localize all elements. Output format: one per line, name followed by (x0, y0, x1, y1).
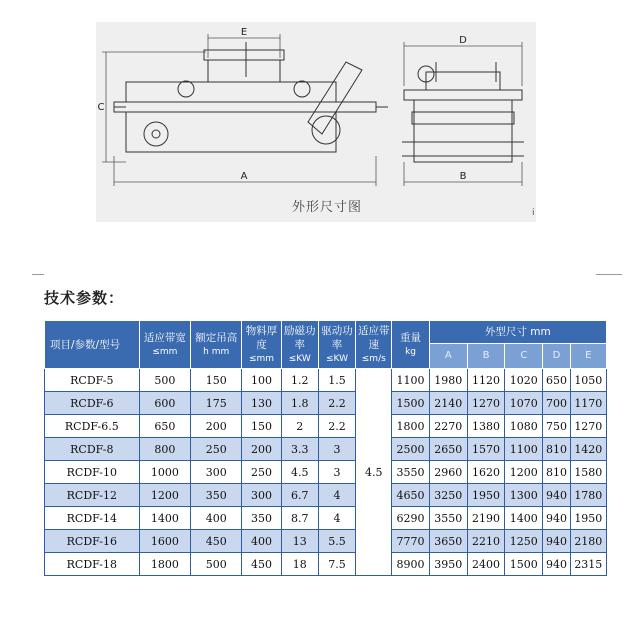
table-cell: 1.5 (318, 369, 355, 392)
table-cell: 1270 (570, 415, 606, 438)
table-cell: 4 (318, 507, 355, 530)
table-cell: 1300 (505, 484, 543, 507)
table-cell: 2315 (570, 553, 606, 576)
table-cell: 2400 (467, 553, 504, 576)
table-cell: 3950 (429, 553, 467, 576)
table-cell: 150 (242, 415, 281, 438)
table-cell: 5.5 (318, 530, 355, 553)
table-cell: 13 (281, 530, 318, 553)
table-cell: 175 (191, 392, 242, 415)
dim-label-a: A (240, 171, 248, 182)
table-cell: 250 (191, 438, 242, 461)
table-cell: 1500 (505, 553, 543, 576)
spec-table (44, 320, 607, 576)
table-cell: 600 (139, 392, 190, 415)
head-drive-power: 驱动功率 ≤KW (318, 321, 355, 369)
table-cell: 400 (242, 530, 281, 553)
table-cell: 1400 (139, 507, 190, 530)
drawing-caption: 外形尺寸图 (292, 200, 363, 215)
head-weight: 重量 kg (392, 321, 429, 369)
table-cell: 1170 (570, 392, 606, 415)
table-cell: 7.5 (318, 553, 355, 576)
table-cell: 2180 (570, 530, 606, 553)
table-cell: 3250 (429, 484, 467, 507)
stray-mark: i (532, 208, 535, 218)
head-thickness: 物料厚度 ≤mm (242, 321, 281, 369)
table-cell: 3550 (392, 461, 429, 484)
table-cell: 500 (139, 369, 190, 392)
table-cell: 1100 (505, 438, 543, 461)
table-cell: 810 (543, 461, 570, 484)
table-cell: 200 (242, 438, 281, 461)
table-row (45, 461, 607, 484)
table-cell: 1200 (139, 484, 190, 507)
table-cell: RCDF-8 (45, 438, 140, 461)
head-col-d: D (543, 344, 570, 369)
table-cell: 1.8 (281, 392, 318, 415)
table-cell: RCDF-14 (45, 507, 140, 530)
table-cell: RCDF-6 (45, 392, 140, 415)
table-cell: 1000 (139, 461, 190, 484)
table-cell: 8900 (392, 553, 429, 576)
table-cell: 1950 (570, 507, 606, 530)
table-cell: 940 (543, 484, 570, 507)
table-cell: 800 (139, 438, 190, 461)
table-row (45, 438, 607, 461)
divider-right (596, 274, 622, 275)
table-cell: 940 (543, 507, 570, 530)
outline-drawing (96, 22, 536, 222)
head-item: 项目/参数/型号 (45, 321, 140, 369)
section-title: 技术参数： (44, 289, 125, 307)
table-cell: 1050 (570, 369, 606, 392)
table-cell: 4650 (392, 484, 429, 507)
table-cell: 3.3 (281, 438, 318, 461)
table-cell: 7770 (392, 530, 429, 553)
table-cell: 1500 (392, 392, 429, 415)
table-cell: 1250 (505, 530, 543, 553)
table-cell: 2210 (467, 530, 504, 553)
head-col-a: A (429, 344, 467, 369)
dim-label-d: D (459, 35, 467, 46)
head-outline: 外型尺寸 mm (429, 321, 606, 344)
table-cell: 940 (543, 553, 570, 576)
table-cell: RCDF-12 (45, 484, 140, 507)
spec-table-body (45, 369, 607, 576)
table-cell: 1800 (392, 415, 429, 438)
table-cell: 1.2 (281, 369, 318, 392)
head-belt-speed: 适应带速 ≤m/s (356, 321, 392, 369)
table-cell: 750 (543, 415, 570, 438)
table-cell: 1800 (139, 553, 190, 576)
table-cell: 2270 (429, 415, 467, 438)
table-cell: 2190 (467, 507, 504, 530)
table-cell: RCDF-5 (45, 369, 140, 392)
dim-label-b: B (459, 171, 467, 182)
table-cell: 300 (191, 461, 242, 484)
table-cell: RCDF-18 (45, 553, 140, 576)
table-cell: 18 (281, 553, 318, 576)
table-cell: RCDF-6.5 (45, 415, 140, 438)
table-cell: 650 (543, 369, 570, 392)
table-cell: 300 (242, 484, 281, 507)
table-row (45, 530, 607, 553)
table-cell: 4.5 (281, 461, 318, 484)
table-cell: 1600 (139, 530, 190, 553)
table-cell: 1020 (505, 369, 543, 392)
table-cell: 2140 (429, 392, 467, 415)
table-row (45, 507, 607, 530)
head-excite-power: 励磁功率 ≤KW (281, 321, 318, 369)
table-row (45, 392, 607, 415)
head-col-c: C (505, 344, 543, 369)
table-cell: 1620 (467, 461, 504, 484)
table-cell: 1080 (505, 415, 543, 438)
table-cell: 1400 (505, 507, 543, 530)
table-row (45, 484, 607, 507)
table-cell: 8.7 (281, 507, 318, 530)
table-cell: 3650 (429, 530, 467, 553)
table-cell: 500 (191, 553, 242, 576)
table-cell: 1380 (467, 415, 504, 438)
table-cell: 3550 (429, 507, 467, 530)
table-cell: 350 (191, 484, 242, 507)
table-cell: 450 (191, 530, 242, 553)
table-cell: 2.2 (318, 392, 355, 415)
table-cell: 700 (543, 392, 570, 415)
table-cell: 3 (318, 438, 355, 461)
table-cell: 1780 (570, 484, 606, 507)
table-cell: 1120 (467, 369, 504, 392)
table-cell: 400 (191, 507, 242, 530)
table-cell: 1580 (570, 461, 606, 484)
table-cell: 6290 (392, 507, 429, 530)
table-cell: 150 (191, 369, 242, 392)
table-cell: 1270 (467, 392, 504, 415)
table-cell: 130 (242, 392, 281, 415)
table-cell: 450 (242, 553, 281, 576)
head-lift: 额定吊高 h mm (191, 321, 242, 369)
dim-label-e: E (240, 27, 248, 38)
table-row (45, 415, 607, 438)
table-cell: RCDF-16 (45, 530, 140, 553)
table-cell: 1420 (570, 438, 606, 461)
table-cell: 2 (281, 415, 318, 438)
table-cell: 1570 (467, 438, 504, 461)
table-cell: 2500 (392, 438, 429, 461)
table-cell: RCDF-10 (45, 461, 140, 484)
divider-left (32, 274, 44, 275)
head-col-e: E (570, 344, 606, 369)
table-cell: 3 (318, 461, 355, 484)
table-cell: 650 (139, 415, 190, 438)
belt-speed-cell: 4.5 (356, 369, 392, 576)
table-cell: 350 (242, 507, 281, 530)
table-cell: 2650 (429, 438, 467, 461)
table-cell: 1100 (392, 369, 429, 392)
separator-schematic (96, 22, 536, 222)
table-cell: 810 (543, 438, 570, 461)
table-cell: 1980 (429, 369, 467, 392)
table-row (45, 553, 607, 576)
table-cell: 4 (318, 484, 355, 507)
table-cell: 6.7 (281, 484, 318, 507)
table-cell: 2.2 (318, 415, 355, 438)
table-cell: 940 (543, 530, 570, 553)
table-cell: 2960 (429, 461, 467, 484)
head-belt-width: 适应带宽 ≤mm (139, 321, 190, 369)
table-cell: 200 (191, 415, 242, 438)
table-cell: 250 (242, 461, 281, 484)
table-cell: 1070 (505, 392, 543, 415)
table-cell: 1200 (505, 461, 543, 484)
dim-label-c: C (97, 102, 105, 113)
head-col-b: B (467, 344, 504, 369)
table-cell: 1950 (467, 484, 504, 507)
table-cell: 100 (242, 369, 281, 392)
table-row (45, 369, 607, 392)
